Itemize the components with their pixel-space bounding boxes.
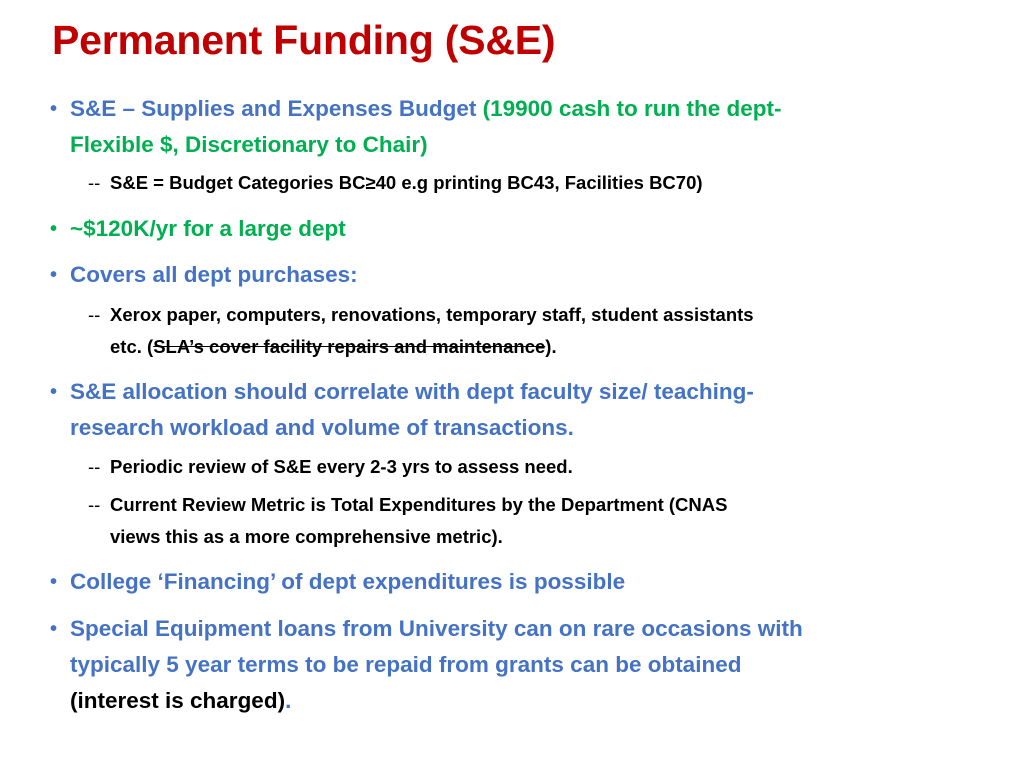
bullet-text: College ‘Financing’ of dept expenditures is possible xyxy=(70,569,626,594)
subbullet-dash: -- xyxy=(88,494,101,515)
bullet-college-financing xyxy=(50,564,970,600)
subbullet-text-line1: Xerox paper, computers, renovations, temporary staff, student assistants xyxy=(110,304,754,325)
bullet-text-line1: S&E allocation should correlate with dept faculty size/ teaching- xyxy=(70,379,754,404)
bullet-text-line2: research workload and volume of transactions. xyxy=(70,415,574,440)
subbullet-text: S&E = Budget Categories BC≥40 e.g printing BC43, Facilities BC70) xyxy=(110,172,703,193)
bullet-text-interest-note: (interest is charged) xyxy=(70,688,286,713)
bullet-text-se-definition: S&E – Supplies and Expenses Budget xyxy=(70,96,477,121)
bullet-dot: • xyxy=(50,98,58,120)
subbullet-budget-categories xyxy=(88,167,990,199)
subbullet-periodic-review xyxy=(88,451,990,483)
bullet-equipment-loans xyxy=(50,611,970,719)
subbullet-text-end: ). xyxy=(545,336,557,357)
subbullet-purchase-examples xyxy=(88,299,990,363)
bullet-text-end: . xyxy=(285,688,292,713)
bullet-large-dept-amount xyxy=(50,211,970,247)
bullet-text: Covers all dept purchases: xyxy=(70,262,358,287)
bullet-text-line2: typically 5 year terms to be repaid from grants can be obtained xyxy=(70,652,742,677)
bullet-supplies-expenses xyxy=(50,91,970,163)
bullet-text: ~$120K/yr for a large dept xyxy=(70,216,346,241)
bullet-allocation-correlation xyxy=(50,374,970,446)
bullet-text-flexible-note: Flexible $, Discretionary to Chair) xyxy=(70,132,428,157)
subbullet-dash: -- xyxy=(88,304,101,325)
bullet-dot: • xyxy=(50,381,58,403)
strikethrough-text: SLA’s cover facility repairs and maintenance xyxy=(153,336,546,357)
slide-title: Permanent Funding (S&E) xyxy=(52,17,556,63)
bullet-text-line1: Special Equipment loans from University can on rare occasions with xyxy=(70,616,803,641)
subbullet-review-metric xyxy=(88,489,990,553)
subbullet-dash: -- xyxy=(88,172,101,193)
subbullet-dash: -- xyxy=(88,456,101,477)
bullet-dot: • xyxy=(50,571,58,593)
bullet-dot: • xyxy=(50,618,58,640)
bullet-text-cash-note: (19900 cash to run the dept- xyxy=(482,96,782,121)
bullet-dot: • xyxy=(50,264,58,286)
bullet-dot: • xyxy=(50,218,58,240)
subbullet-text-etc: etc. ( xyxy=(110,336,154,357)
subbullet-text: Periodic review of S&E every 2-3 yrs to assess need. xyxy=(110,456,573,477)
subbullet-text-line2: views this as a more comprehensive metric). xyxy=(110,526,503,547)
bullet-covers-purchases xyxy=(50,257,970,293)
subbullet-text-line1: Current Review Metric is Total Expenditures by the Department (CNAS xyxy=(110,494,728,515)
